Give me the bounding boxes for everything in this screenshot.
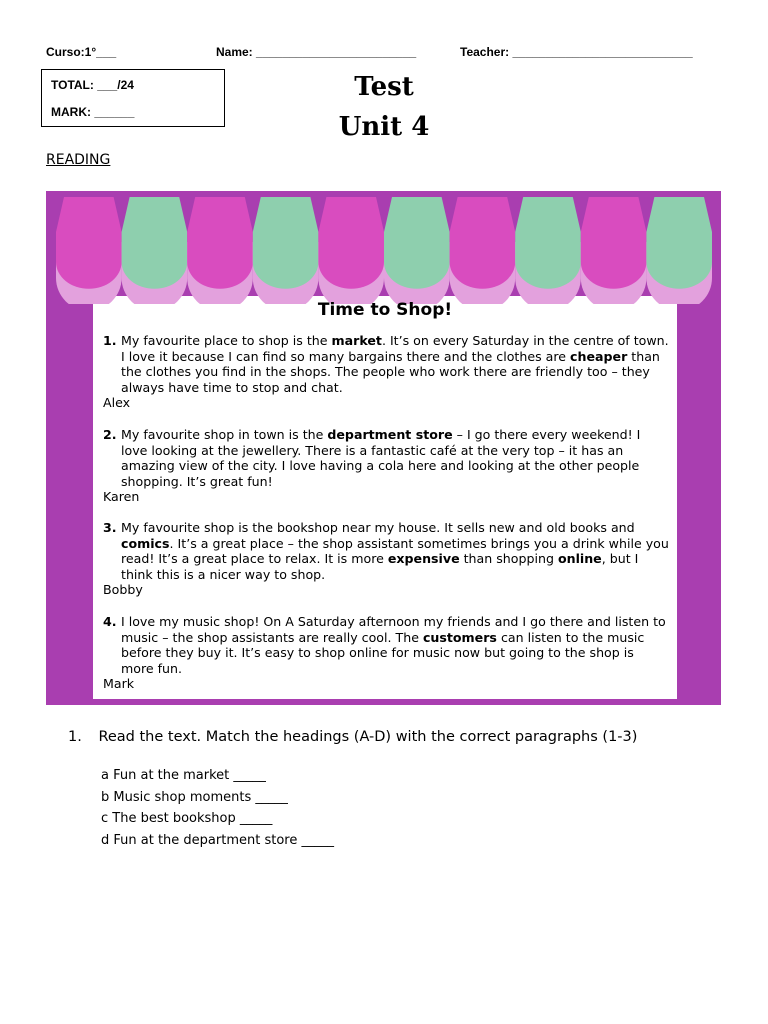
awning-stripe — [581, 197, 647, 289]
keyword: expensive — [387, 551, 460, 567]
option-c: c The best bookshop _____ — [101, 811, 273, 826]
awning-stripe — [318, 197, 384, 289]
paragraph-number: 2. — [103, 427, 117, 442]
awning-stripe — [450, 197, 516, 289]
option-b: b Music shop moments _____ — [101, 790, 288, 805]
option-d: d Fun at the department store _____ — [101, 833, 334, 848]
keyword: market — [331, 333, 382, 348]
awning-stripe — [187, 197, 253, 289]
paragraph-text: My favourite shop is the bookshop near my house. It sells new and old books and comics. It’s a great place – the shop assistant sometimes brings you a drink while you read! It’s a great place to relax. It is more expensive than shopping online, but I think this is a nicer way to shop. — [121, 520, 669, 582]
keyword: department store — [327, 427, 453, 442]
mark-label: MARK: ______ — [51, 105, 135, 119]
score-box — [41, 69, 225, 127]
paragraph-number: 4. — [103, 614, 117, 629]
question-text: Read the text. Match the headings (A-D) with the correct paragraphs (1-3) — [98, 729, 638, 745]
paragraph-text: My favourite place to shop is the market. It’s on every Saturday in the centre of town. I love it because I can find so many bargains there and the clothes are cheaper than the clothes you find in the shops. The people who work there are friendly too – they always have time to stop and chat. — [121, 333, 669, 395]
shop-awning — [56, 192, 712, 304]
keyword: cheaper — [570, 348, 628, 364]
keyword: customers — [422, 629, 497, 645]
test-title: Test — [354, 72, 414, 102]
paragraph-number: 1. — [103, 333, 117, 348]
awning-stripe — [253, 197, 319, 289]
awning-stripe — [122, 197, 188, 289]
awning-stripe — [56, 197, 122, 289]
author-name: Karen — [103, 489, 140, 505]
paragraph-text: I love my music shop! On A Saturday afternoon my friends and I go there and listen to music – the shop assistants are really cool. The customers can listen to the music before they buy it. It’s easy to shop online for music now but going to the shop is more fun. — [121, 614, 666, 676]
paragraph-1 — [103, 333, 669, 411]
teacher-field: Teacher: ___________________________ — [460, 45, 693, 59]
shop-title: Time to Shop! — [317, 300, 453, 320]
name-field: Name: ________________________ — [216, 45, 417, 59]
curso-field: Curso:1°___ — [46, 45, 117, 59]
paragraph-text: My favourite shop in town is the department store – I go there every weekend! I love looking at the jewellery. There is a fantastic café at the very top – it has an amazing view of the city. I love having a cola here and looking at the other people shopping. It’s great fun! — [121, 427, 641, 489]
question-1 — [68, 729, 637, 745]
paragraph-2 — [103, 427, 669, 505]
total-label: TOTAL: ___/24 — [51, 78, 134, 92]
keyword: online — [557, 551, 602, 567]
paragraph-number: 3. — [103, 520, 117, 535]
author-name: Bobby — [103, 582, 143, 598]
section-heading: READING — [46, 152, 111, 168]
author-name: Mark — [103, 676, 135, 692]
awning-stripe — [515, 197, 581, 289]
keyword: comics — [121, 535, 170, 551]
option-a: a Fun at the market _____ — [101, 768, 266, 783]
paragraph-3 — [103, 520, 669, 598]
awning-stripe — [646, 197, 712, 289]
awning-stripe — [384, 197, 450, 289]
question-number: 1. — [68, 729, 82, 745]
paragraph-4 — [103, 614, 669, 692]
author-name: Alex — [103, 395, 131, 411]
unit-title: Unit 4 — [338, 112, 430, 142]
